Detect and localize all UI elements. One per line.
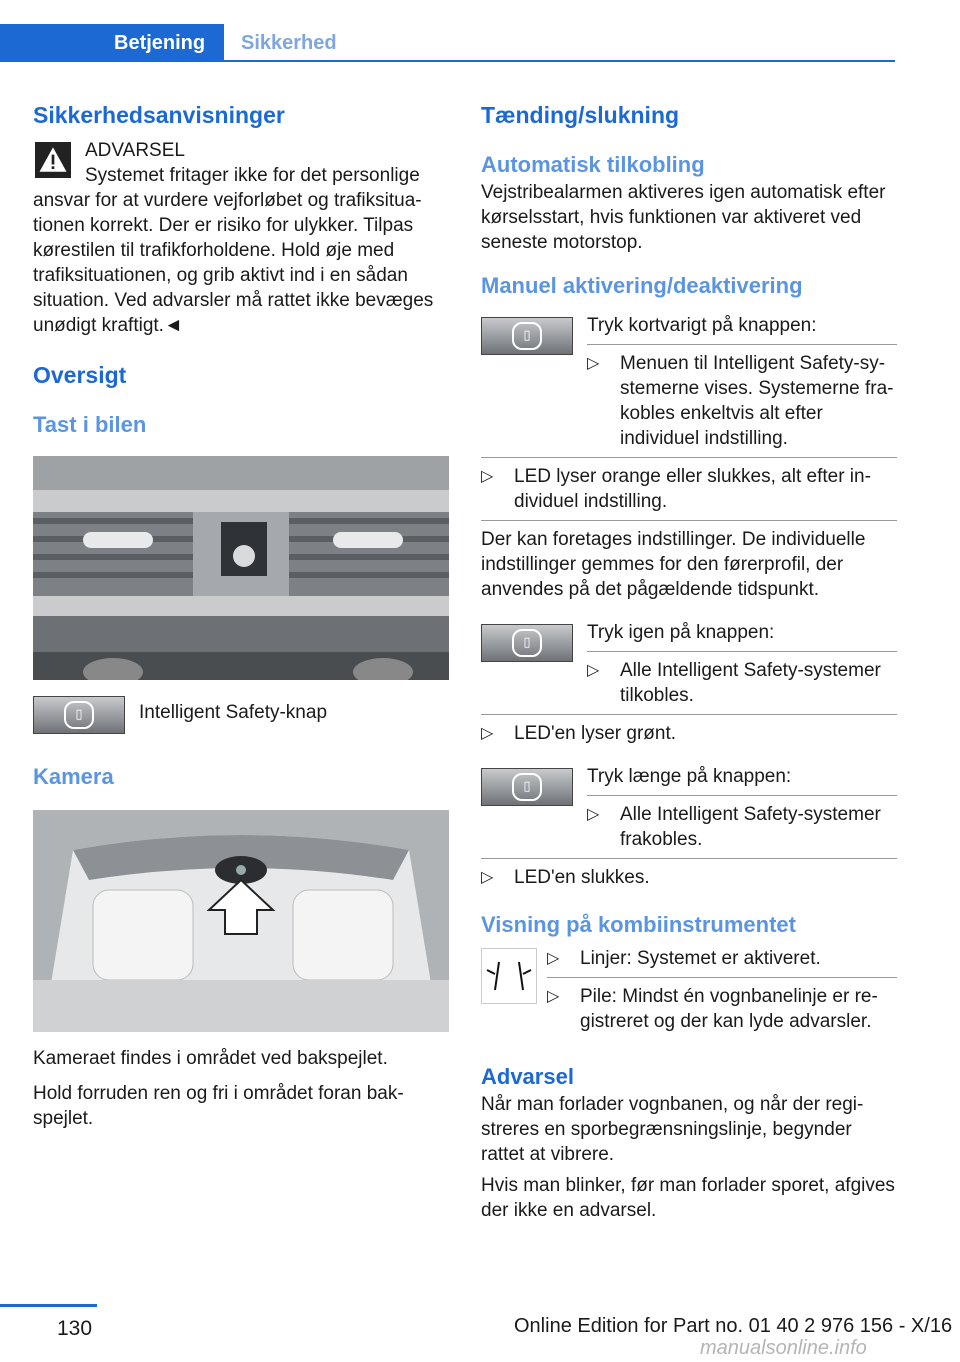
list-item — [547, 984, 897, 1034]
manual-title: Manuel aktivering/deaktivering — [481, 273, 803, 298]
triangle-bullet-icon: ▷ — [481, 869, 494, 886]
short-press-row — [481, 313, 897, 451]
tab-sikkerhed[interactable]: Sikkerhed — [224, 24, 895, 62]
intelligent-safety-button-image — [33, 696, 125, 734]
car-lane-icon: ▯ — [64, 701, 94, 729]
long-press-body — [573, 764, 897, 852]
left-column — [33, 100, 449, 1131]
button-image-long — [481, 768, 573, 806]
car-lane-icon: ▯ — [512, 629, 542, 657]
button-title: Tast i bilen — [33, 412, 147, 437]
triangle-bullet-icon: ▷ — [587, 662, 600, 679]
button-caption-row — [33, 696, 449, 734]
warning-text-1: Når man forlader vognbanen, og når der registreres en sporbegrænsningslinje, begynder rattet at vibrere. — [481, 1094, 864, 1165]
led-bullet-2: LED'en lyser grønt. — [514, 723, 677, 744]
triangle-bullet-icon: ▷ — [547, 950, 560, 967]
divider — [481, 520, 897, 521]
lane-lines-icon — [481, 948, 537, 1004]
watermark: manualsonline.info — [700, 1337, 867, 1359]
warning-title: Advarsel — [481, 1064, 574, 1089]
car-lane-icon: ▯ — [512, 773, 542, 801]
long-press-row — [481, 764, 897, 852]
header-tabs — [0, 24, 895, 62]
arrows-bullet: Pile: Mindst én vognbanelinje er registreret og der kan lyde advarsler. — [580, 986, 878, 1032]
divider — [481, 457, 897, 458]
camera-text-location: Kameraet findes i området ved bakspejlet. — [33, 1048, 388, 1069]
warning-text-first: Systemet fritager ikke for det personlige — [85, 165, 420, 186]
again-press-text: Tryk igen på knappen: — [587, 622, 775, 643]
warning-label: ADVARSEL — [85, 140, 185, 161]
again-press-row — [481, 620, 897, 708]
dashboard-photo — [33, 456, 449, 680]
display-row — [481, 946, 897, 1034]
list-item — [481, 865, 897, 890]
triangle-bullet-icon: ▷ — [587, 806, 600, 823]
settings-text: Der kan foretages indstillinger. De individuelle indstillinger gemmes for den førerprofil, der anvendes på det pågældende tidspunkt. — [481, 529, 866, 600]
again-bullet-text: Alle Intelligent Safety-systemer tilkobles. — [620, 660, 881, 706]
camera-title: Kamera — [33, 764, 114, 789]
divider — [547, 977, 897, 978]
right-column — [481, 100, 897, 1223]
button-image-again — [481, 624, 573, 662]
on-off-title: Tænding/slukning — [481, 102, 680, 128]
warning-text-2: Hvis man blinker, før man forlader sporet, afgives der ikke en advarsel. — [481, 1175, 895, 1221]
divider — [587, 795, 897, 796]
overview-title: Oversigt — [33, 362, 127, 388]
lines-bullet: Linjer: Systemet er aktiveret. — [580, 948, 821, 969]
footer-rule — [0, 1304, 97, 1307]
triangle-bullet-icon: ▷ — [481, 725, 494, 742]
car-lane-icon: ▯ — [512, 322, 542, 350]
divider — [587, 651, 897, 652]
short-press-body — [573, 313, 897, 451]
display-title: Visning på kombiinstrumentet — [481, 912, 796, 937]
list-item — [587, 351, 897, 451]
short-press-text: Tryk kortvarigt på knappen: — [587, 315, 817, 336]
triangle-bullet-icon: ▷ — [547, 988, 560, 1005]
camera-text-clean: Hold forruden ren og fri i området foran bakspejlet. — [33, 1083, 404, 1129]
list-item — [481, 721, 897, 746]
triangle-bullet-icon: ▷ — [587, 355, 600, 372]
tab-betjening[interactable]: Betjening — [0, 24, 224, 62]
short-bullet-text: Menuen til Intelligent Safety-systemerne vises. Systemerne frakobles enkeltvis alt efter individuel indstilling. — [620, 353, 894, 449]
list-item — [587, 658, 897, 708]
warning-block — [33, 138, 449, 338]
button-image-short — [481, 317, 573, 355]
divider — [587, 344, 897, 345]
led-bullet-3: LED'en slukkes. — [514, 867, 650, 888]
led-bullet-1: LED lyser orange eller slukkes, alt efter individuel indstilling. — [514, 466, 871, 512]
warning-text-rest: ansvar for at vurdere vejforløbet og trafiksituationen korrekt. Der er risiko for ulykker. Tilpas kørestilen til trafikforholdene. Hold øje med trafiksituationen, og grib aktivt ind i en sådan situation. Ved advarsler må rattet ikke bevæges unødigt kraftigt.◄ — [33, 190, 434, 336]
long-bullet-text: Alle Intelligent Safety-systemer frakobles. — [620, 804, 881, 850]
divider — [481, 858, 897, 859]
list-item — [547, 946, 897, 971]
list-item — [587, 802, 897, 852]
list-item — [481, 464, 897, 514]
warning-triangle-icon — [33, 142, 73, 178]
divider — [481, 714, 897, 715]
again-press-body — [573, 620, 897, 708]
button-caption: Intelligent Safety-knap — [139, 702, 328, 723]
auto-text: Vejstribealarmen aktiveres igen automatisk efter kørselsstart, hvis funktionen var aktiveret ved seneste motorstop. — [481, 182, 886, 253]
section-title-safety: Sikkerhedsanvisninger — [33, 102, 285, 128]
long-press-text: Tryk længe på knappen: — [587, 766, 792, 787]
page-number: 130 — [57, 1317, 93, 1340]
triangle-bullet-icon: ▷ — [481, 468, 494, 485]
auto-title: Automatisk tilkobling — [481, 152, 705, 177]
edition-text: Online Edition for Part no. 01 40 2 976 156 - X/16 — [514, 1315, 953, 1337]
camera-photo — [33, 810, 449, 1032]
display-body — [537, 946, 897, 1034]
